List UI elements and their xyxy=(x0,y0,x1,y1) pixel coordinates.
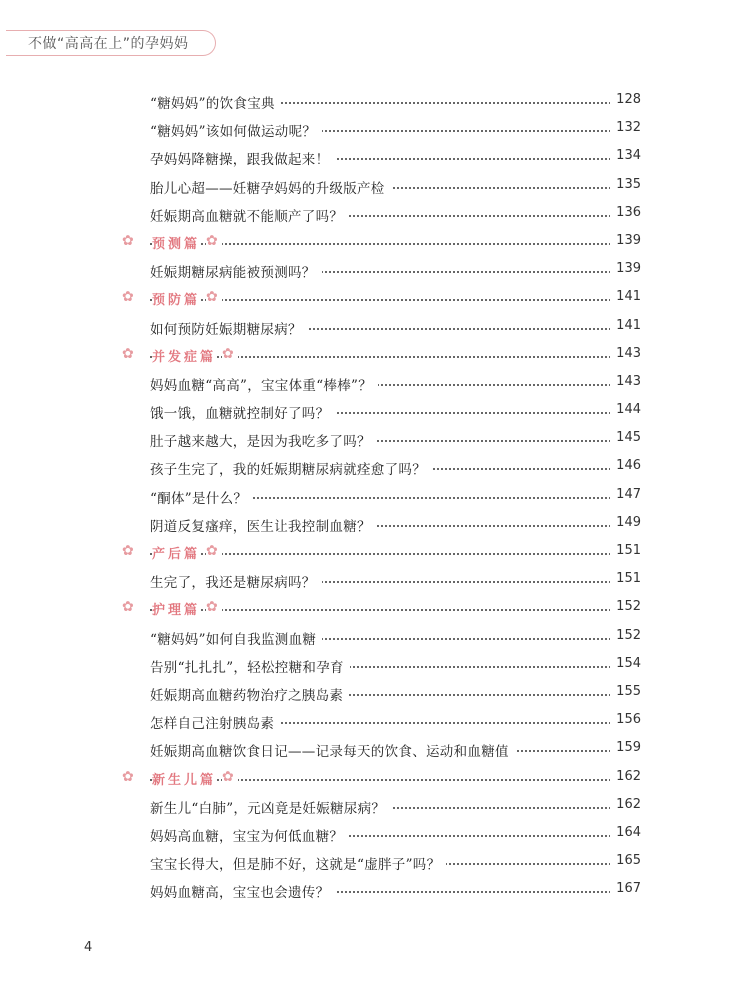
toc-entry-row xyxy=(0,819,750,847)
flower-icon: ✿ xyxy=(122,768,134,785)
flower-icon: ✿ xyxy=(122,543,134,559)
toc-entry-title: 宝宝长得大，但是肺不好，这就是“虚胖子”吗？ xyxy=(150,853,446,873)
toc-entry-row xyxy=(0,706,750,734)
toc-section-title: 新生儿篇 xyxy=(152,769,216,788)
toc-entry-title: 饿一饿，血糖就控制好了吗？ xyxy=(150,402,335,422)
toc-page-number: 146 xyxy=(610,458,641,473)
flower-icon: ✿ xyxy=(122,345,134,362)
toc-entry-row xyxy=(0,312,750,340)
toc-entry-row xyxy=(0,396,750,424)
flower-icon: ✿ xyxy=(122,289,134,306)
toc-page-number: 132 xyxy=(610,120,641,135)
dot-leader xyxy=(150,609,638,611)
toc-entry-title: 怎样自己注射胰岛素 xyxy=(150,712,280,732)
toc-entry-title: 妈妈高血糖，宝宝为何低血糖？ xyxy=(150,825,349,845)
toc-entry-row xyxy=(0,452,750,480)
toc-entry-row xyxy=(0,255,750,283)
table-of-contents xyxy=(0,86,750,903)
toc-page-number: 162 xyxy=(610,797,641,812)
toc-page-number: 156 xyxy=(610,712,641,727)
toc-page-number: 139 xyxy=(610,261,641,276)
toc-entry-row xyxy=(0,875,750,903)
page-number: 4 xyxy=(84,940,93,955)
toc-page-number: 144 xyxy=(610,402,641,417)
toc-entry-row xyxy=(0,424,750,452)
toc-page-number: 155 xyxy=(610,684,641,699)
toc-page-number: 139 xyxy=(610,233,641,248)
toc-entry-title: 阴道反复瘙痒，医生让我控制血糖？ xyxy=(150,515,377,535)
toc-page-number: 149 xyxy=(610,515,641,530)
toc-entry-row xyxy=(0,565,750,593)
toc-entry-row xyxy=(0,509,750,537)
toc-entry-title: 孕妈妈降糖操，跟我做起来！ xyxy=(150,148,335,168)
toc-entry-row xyxy=(0,791,750,819)
toc-section-title: 预防篇 xyxy=(152,289,200,308)
dot-leader xyxy=(150,299,638,301)
toc-entry-row xyxy=(0,171,750,199)
toc-section-title: 产后篇 xyxy=(152,543,200,562)
toc-page-number: 141 xyxy=(610,318,641,333)
running-header-title: 不做“高高在上”的孕妈妈 xyxy=(28,36,189,52)
dot-leader xyxy=(150,243,638,245)
toc-entry-title: 肚子越来越大，是因为我吃多了吗？ xyxy=(150,430,377,450)
toc-page-number: 162 xyxy=(610,769,641,784)
toc-page-number: 164 xyxy=(610,825,641,840)
toc-page-number: 165 xyxy=(610,853,641,868)
toc-page-number: 135 xyxy=(610,177,641,192)
toc-entry-title: “糖妈妈”如何自我监测血糖 xyxy=(150,628,322,648)
flower-icon: ✿ xyxy=(122,232,134,249)
toc-entry-row xyxy=(0,142,750,170)
flower-icon: ✿ xyxy=(206,233,222,249)
flower-icon: ✿ xyxy=(206,599,222,615)
toc-entry-title: 妈妈血糖“高高”，宝宝体重“棒棒”？ xyxy=(150,374,378,394)
toc-page-number: 152 xyxy=(610,628,641,643)
toc-entry-title: 妊娠期高血糖药物治疗之胰岛素 xyxy=(150,684,349,704)
toc-page-number: 151 xyxy=(610,571,641,586)
toc-entry-row xyxy=(0,114,750,142)
toc-page-number: 128 xyxy=(610,92,641,107)
toc-section-row xyxy=(0,227,750,255)
toc-entry-row xyxy=(0,847,750,875)
toc-page-number: 141 xyxy=(610,289,641,304)
toc-section-row xyxy=(0,283,750,311)
toc-entry-row xyxy=(0,199,750,227)
toc-page-number: 136 xyxy=(610,205,641,220)
toc-entry-title: 妈妈血糖高，宝宝也会遗传？ xyxy=(150,881,335,901)
flower-icon: ✿ xyxy=(122,599,134,616)
toc-entry-row xyxy=(0,86,750,114)
toc-page-number: 151 xyxy=(610,543,641,558)
toc-entry-title: 孩子生完了，我的妊娠期糖尿病就痊愈了吗？ xyxy=(150,458,432,478)
dot-leader xyxy=(150,553,638,555)
toc-entry-title: 告别“扎扎扎”，轻松控糖和孕育 xyxy=(150,656,350,676)
flower-icon: ✿ xyxy=(206,289,222,305)
flower-icon: ✿ xyxy=(222,769,238,785)
toc-entry-row xyxy=(0,734,750,762)
toc-section-row xyxy=(0,537,750,565)
toc-page-number: 134 xyxy=(610,148,641,163)
toc-section-title: 预测篇 xyxy=(152,233,200,252)
toc-entry-row xyxy=(0,622,750,650)
toc-entry-title: “糖妈妈”该如何做运动呢？ xyxy=(150,120,322,140)
toc-page-number: 154 xyxy=(610,656,641,671)
toc-entry-title: 生完了，我还是糖尿病吗？ xyxy=(150,571,322,591)
toc-page-number: 167 xyxy=(610,881,641,896)
toc-entry-row xyxy=(0,650,750,678)
toc-entry-row xyxy=(0,481,750,509)
toc-section-title: 护理篇 xyxy=(152,599,200,618)
toc-page-number: 145 xyxy=(610,430,641,445)
flower-icon: ✿ xyxy=(206,543,222,559)
flower-icon: ✿ xyxy=(222,346,238,362)
toc-page-number: 152 xyxy=(610,599,641,614)
toc-entry-title: 新生儿“白肺”，元凶竟是妊娠糖尿病？ xyxy=(150,797,391,817)
toc-entry-row xyxy=(0,368,750,396)
toc-page-number: 143 xyxy=(610,346,641,361)
toc-section-row xyxy=(0,340,750,368)
toc-entry-title: 妊娠期糖尿病能被预测吗？ xyxy=(150,261,322,281)
toc-page-number: 159 xyxy=(610,740,641,755)
toc-entry-title: 如何预防妊娠期糖尿病？ xyxy=(150,318,308,338)
toc-entry-row xyxy=(0,678,750,706)
toc-entry-title: 妊娠期高血糖饮食日记——记录每天的饮食、运动和血糖值 xyxy=(150,740,515,760)
toc-section-title: 并发症篇 xyxy=(152,346,216,365)
toc-entry-title: “糖妈妈”的饮食宝典 xyxy=(150,92,281,112)
toc-entry-title: “酮体”是什么？ xyxy=(150,487,253,507)
toc-entry-title: 胎儿心超——妊糖孕妈妈的升级版产检 xyxy=(150,177,391,197)
toc-section-row xyxy=(0,763,750,791)
toc-page-number: 147 xyxy=(610,487,641,502)
toc-entry-title: 妊娠期高血糖就不能顺产了吗？ xyxy=(150,205,349,225)
toc-page-number: 143 xyxy=(610,374,641,389)
toc-section-row xyxy=(0,593,750,621)
